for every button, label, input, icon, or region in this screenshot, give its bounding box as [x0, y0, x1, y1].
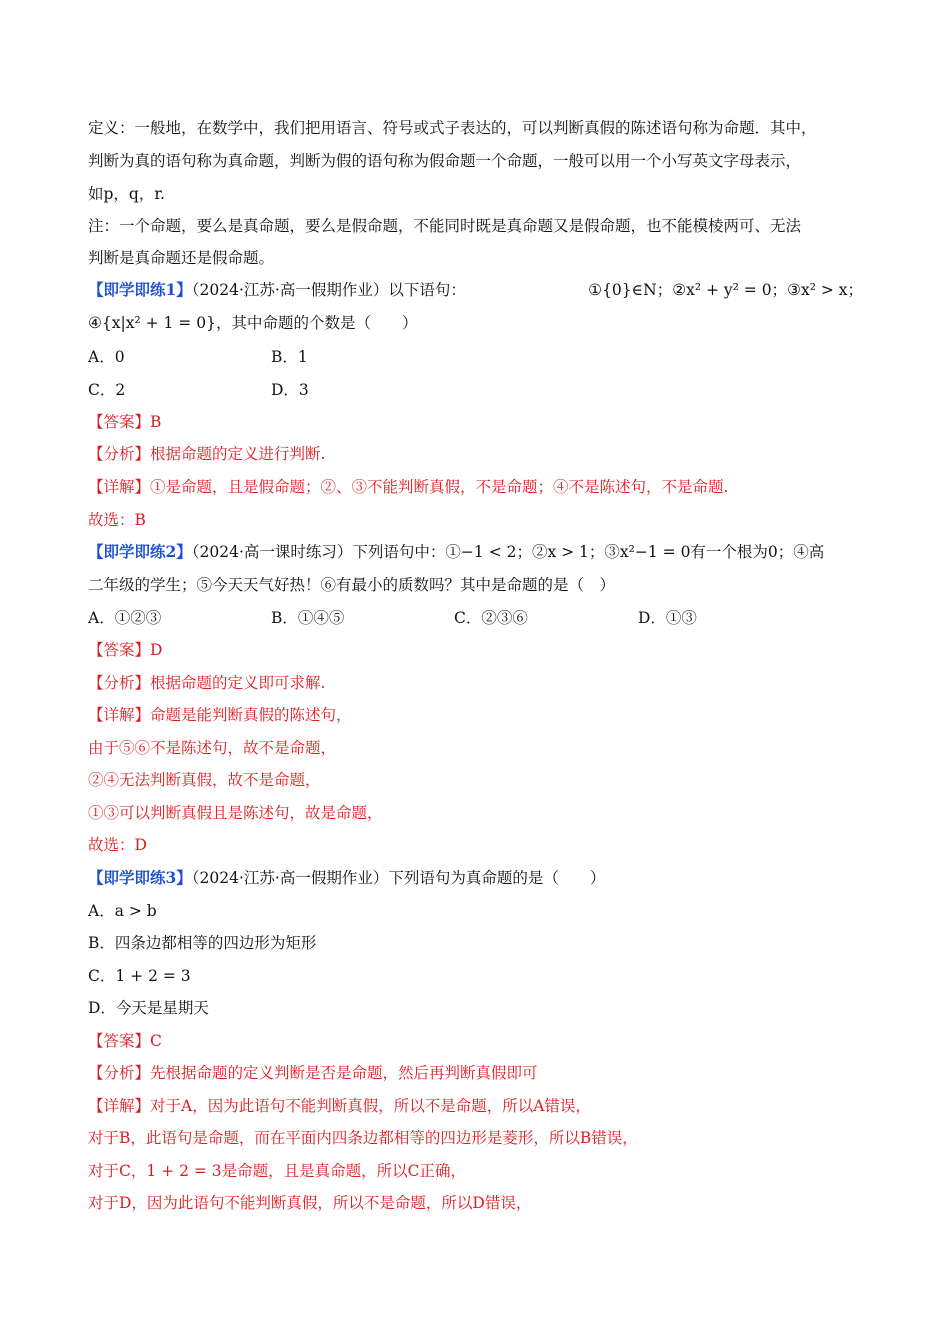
note-line-1: 注：一个命题，要么是真命题，要么是假命题，不能同时既是真命题又是假命题，也不能模棱两可、无法: [88, 217, 802, 235]
exercise-1-question: ④{x|x² + 1 = 0}，其中命题的个数是（ ）: [88, 314, 418, 332]
exercise-1-detail: 【详解】①是命题，且是假命题；②、③不能判断真假，不是命题；④不是陈述句，不是命题.: [88, 478, 729, 496]
exercise-3-option-a: A．a > b: [88, 902, 157, 920]
exercise-3-answer: 【答案】C: [88, 1032, 162, 1050]
definition-line-3: 如p，q，r.: [88, 185, 165, 203]
exercise-3-option-b: B．四条边都相等的四边形为矩形: [88, 934, 317, 952]
exercise-2-detail-2: 由于⑤⑥不是陈述句，故不是命题，: [88, 739, 337, 757]
exercise-1-items: ①{0}∈N；②x² + y² = 0；③x² > x；: [588, 281, 863, 299]
exercise-2-line-1: [88, 542, 824, 562]
exercise-1-option-c: C．2: [88, 381, 126, 399]
exercise-2-tag: 【即学即练2】: [88, 542, 192, 561]
definition-line-1: 定义：一般地，在数学中，我们把用语言、符号或式子表达的，可以判断真假的陈述语句称为命题．其中，: [88, 119, 817, 137]
exercise-2-answer: 【答案】D: [88, 641, 163, 659]
exercise-3-tag: 【即学即练3】: [88, 868, 192, 887]
exercise-2-choice: 故选：D: [88, 836, 147, 854]
exercise-1-source: （2024·江苏·高一假期作业）以下语句：: [191, 281, 466, 299]
definition-line-2: 判断为真的语句称为真命题，判断为假的语句称为假命题一个命题，一般可以用一个小写英文字母表示，: [88, 152, 802, 170]
exercise-3-detail-4: 对于D，因为此语句不能判断真假，所以不是命题，所以D错误，: [88, 1194, 532, 1212]
exercise-3-line-1: [88, 868, 605, 888]
exercise-2-text: （2024·高一课时练习）下列语句中：①−1 < 2；②x > 1；③x²−1 = 0有一个根为0；④高: [191, 543, 825, 561]
exercise-1-choice: 故选：B: [88, 511, 146, 529]
exercise-3-option-d: D．今天是星期天: [88, 999, 209, 1017]
exercise-1-header: [88, 280, 863, 300]
exercise-1-option-d: D．3: [271, 381, 309, 399]
exercise-1-tag: 【即学即练1】: [88, 280, 192, 299]
note-line-2: 判断是真命题还是假命题。: [88, 249, 275, 267]
exercise-2-option-a: A．①②③: [88, 609, 162, 627]
exercise-3-text: （2024·江苏·高一假期作业）下列语句为真命题的是（ ）: [191, 869, 606, 887]
exercise-2-option-d: D．①③: [638, 609, 697, 627]
exercise-3-detail-3: 对于C，1 + 2 = 3是命题，且是真命题，所以C正确，: [88, 1162, 466, 1180]
exercise-1-analysis: 【分析】根据命题的定义进行判断.: [88, 445, 326, 463]
exercise-3-option-c: C．1 + 2 = 3: [88, 967, 191, 985]
exercise-1-option-b: B．1: [271, 348, 308, 366]
exercise-3-analysis: 【分析】先根据命题的定义判断是否是命题，然后再判断真假即可: [88, 1064, 538, 1082]
exercise-2-analysis: 【分析】根据命题的定义即可求解.: [88, 674, 326, 692]
exercise-3-detail-1: 【详解】对于A，因为此语句不能判断真假，所以不是命题，所以A错误，: [88, 1097, 591, 1115]
exercise-1-answer: 【答案】B: [88, 413, 162, 431]
exercise-2-detail-3: ②④无法判断真假，故不是命题，: [88, 771, 321, 789]
exercise-2-detail-4: ①③可以判断真假且是陈述句，故是命题，: [88, 804, 383, 822]
exercise-2-option-b: B．①④⑤: [271, 609, 345, 627]
exercise-1-option-a: A．0: [88, 348, 125, 366]
exercise-3-detail-2: 对于B，此语句是命题，而在平面内四条边都相等的四边形是菱形，所以B错误，: [88, 1129, 638, 1147]
exercise-2-detail-1: 【详解】命题是能判断真假的陈述句，: [88, 706, 352, 724]
exercise-2-line-2: 二年级的学生；⑤今天天气好热！⑥有最小的质数吗？其中是命题的是（ ）: [88, 576, 616, 594]
exercise-2-option-c: C．②③⑥: [454, 609, 528, 627]
